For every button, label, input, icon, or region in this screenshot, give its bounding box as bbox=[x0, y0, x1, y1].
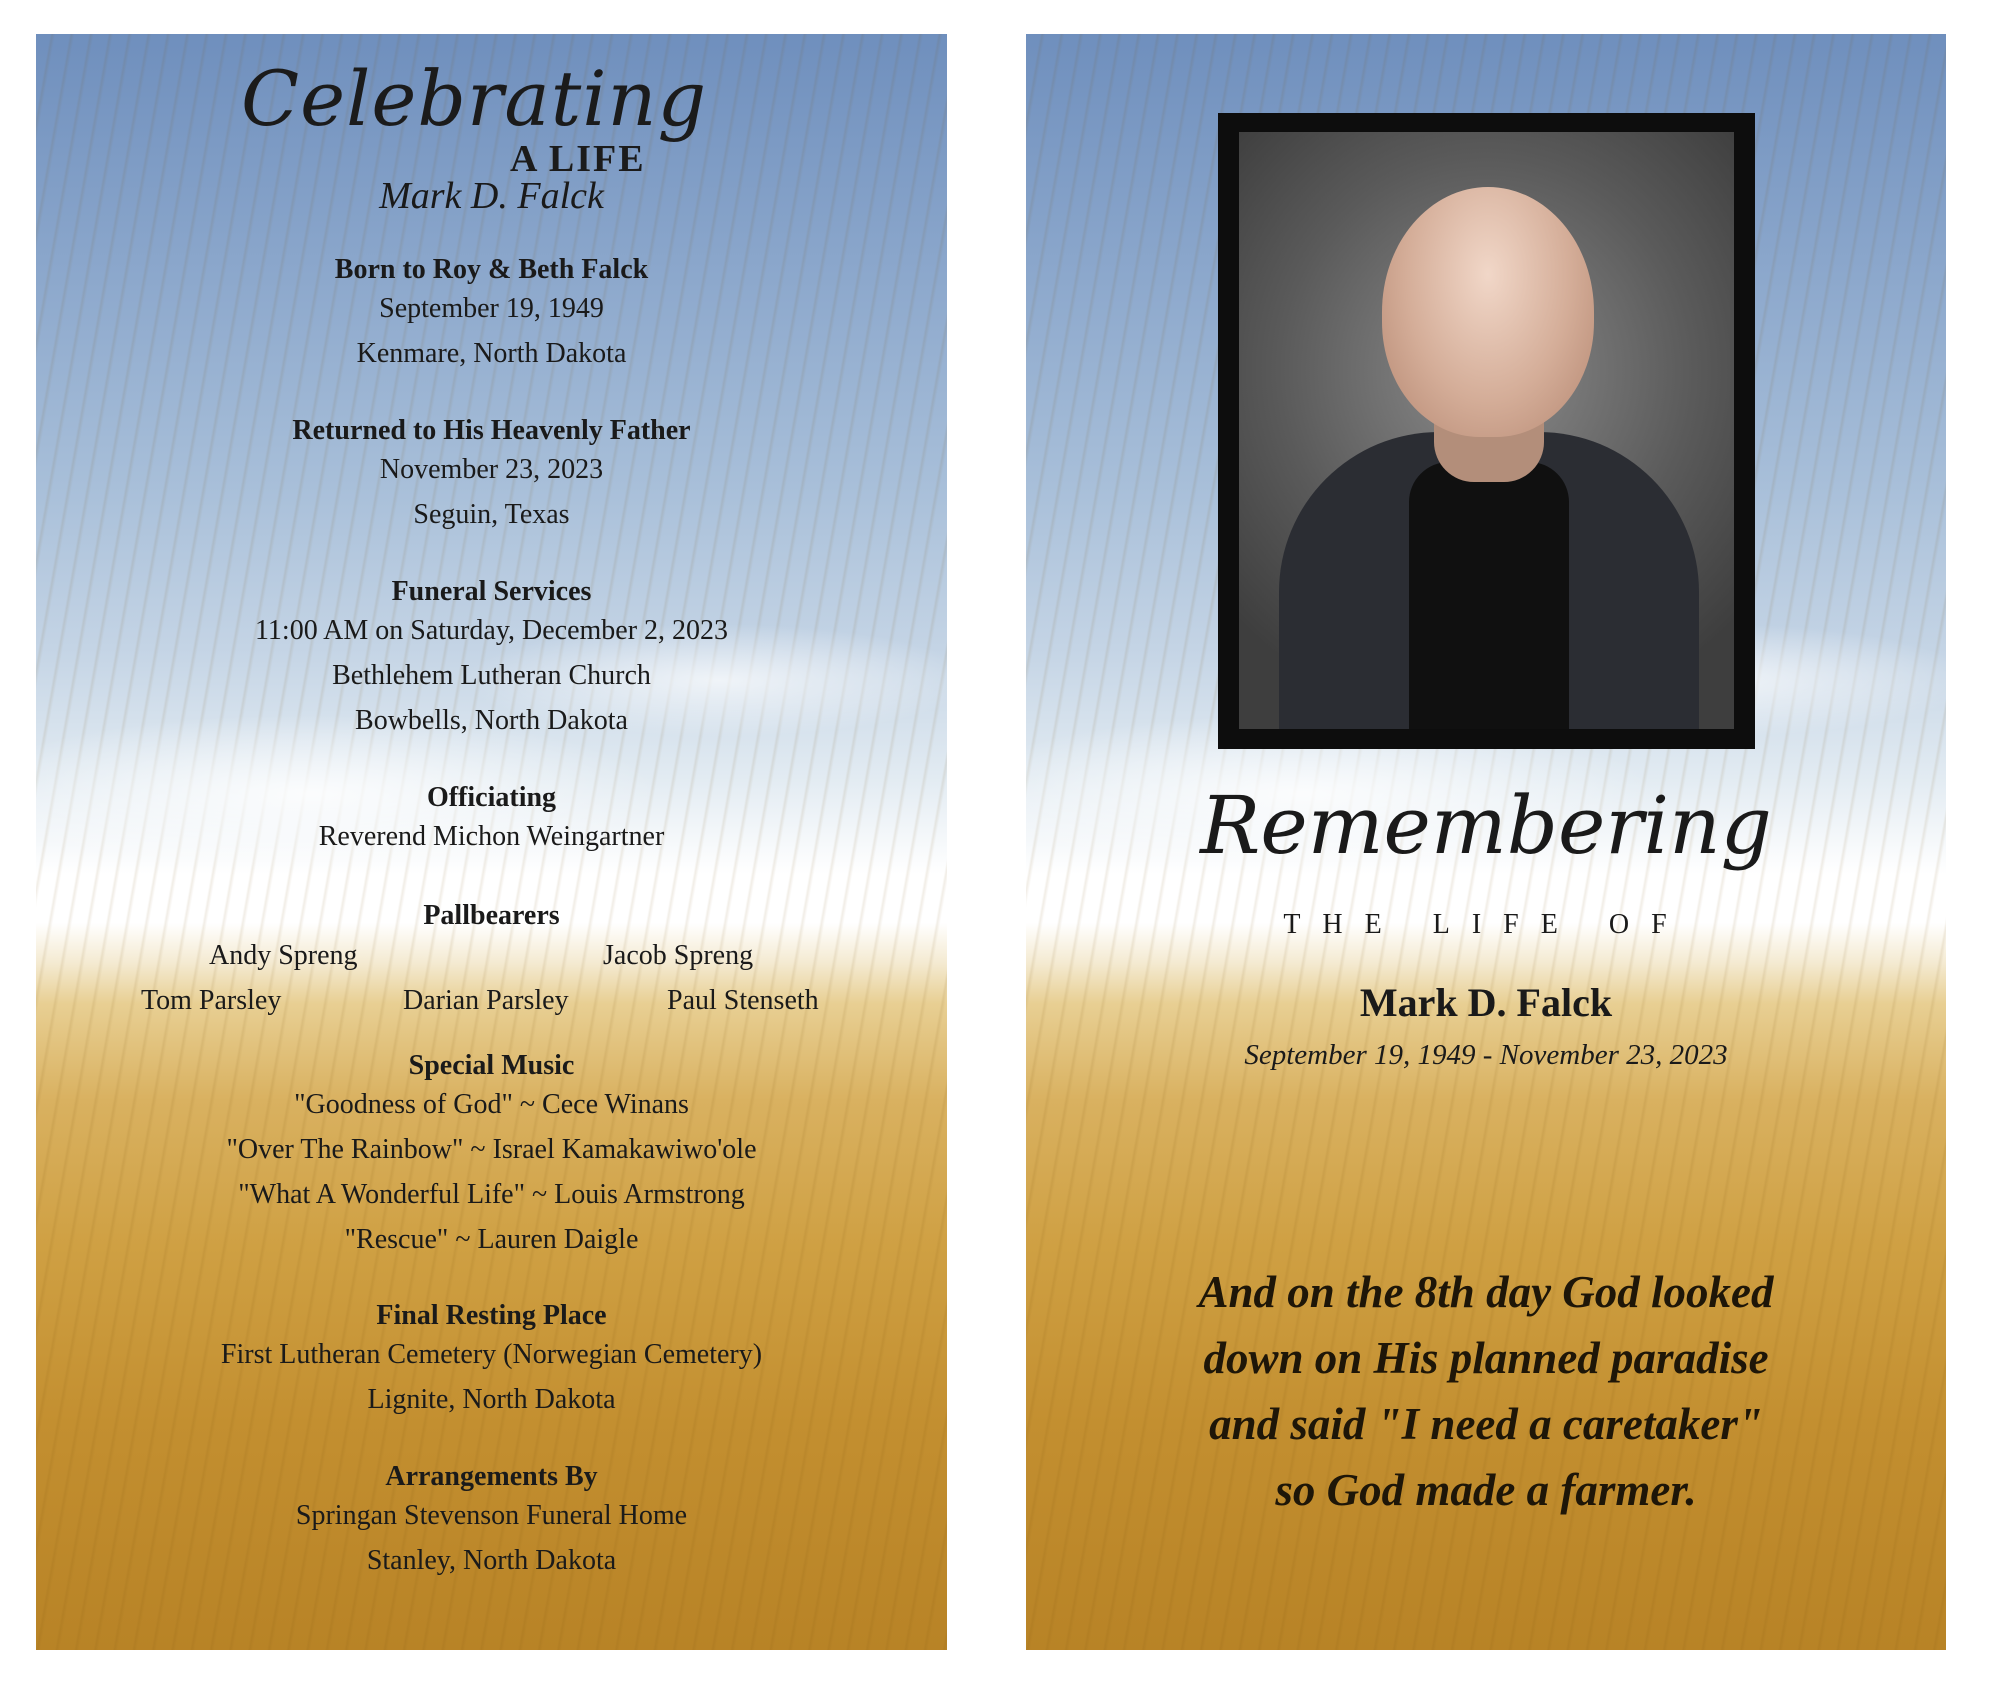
pallbearer-name: Paul Stenseth bbox=[667, 985, 819, 1016]
funeral-home-place: Stanley, North Dakota bbox=[366, 1545, 617, 1576]
funeral-section bbox=[36, 576, 947, 743]
program-cover-panel bbox=[1026, 34, 1946, 1650]
poem-line: down on His planned paradise bbox=[1203, 1333, 1769, 1383]
born-place: Kenmare, North Dakota bbox=[356, 338, 627, 369]
program-inside-panel bbox=[36, 34, 947, 1650]
celebrating-script-title: Celebrating bbox=[241, 54, 708, 143]
song-item: "Over The Rainbow" ~ Israel Kamakawiwo'ole bbox=[226, 1134, 757, 1165]
officiating-heading: Officiating bbox=[426, 782, 557, 813]
cover-life-dates: September 19, 1949 - November 23, 2023 bbox=[1244, 1039, 1728, 1071]
arrangements-section bbox=[36, 1461, 947, 1583]
funeral-home-name: Springan Stevenson Funeral Home bbox=[295, 1500, 688, 1531]
returned-section bbox=[36, 415, 947, 537]
funeral-place: Bowbells, North Dakota bbox=[355, 705, 628, 736]
special-music-heading: Special Music bbox=[408, 1050, 575, 1081]
resting-place-section bbox=[36, 1300, 947, 1422]
song-item: "Rescue" ~ Lauren Daigle bbox=[344, 1224, 639, 1255]
returned-date: November 23, 2023 bbox=[379, 454, 604, 485]
funeral-church: Bethlehem Lutheran Church bbox=[332, 660, 651, 691]
returned-heading: Returned to His Heavenly Father bbox=[292, 415, 691, 446]
cover-deceased-name: Mark D. Falck bbox=[1359, 980, 1613, 1025]
poem-line: so God made a farmer. bbox=[1275, 1465, 1697, 1515]
pallbearer-name: Jacob Spreng bbox=[603, 940, 754, 971]
pallbearer-name: Andy Spreng bbox=[209, 940, 358, 971]
funeral-time: 11:00 AM on Saturday, December 2, 2023 bbox=[254, 615, 729, 646]
poem-line: and said "I need a caretaker" bbox=[1209, 1399, 1763, 1449]
pallbearer-name: Tom Parsley bbox=[141, 985, 282, 1016]
farmer-poem bbox=[1086, 1259, 1886, 1523]
the-life-of-subtitle: THE LIFE OF bbox=[1283, 909, 1689, 940]
arrangements-heading: Arrangements By bbox=[385, 1461, 598, 1492]
portrait-photo bbox=[1239, 132, 1734, 729]
born-section bbox=[36, 254, 947, 376]
pallbearers-heading: Pallbearers bbox=[423, 900, 560, 931]
officiating-section bbox=[36, 782, 947, 859]
pallbearer-name: Darian Parsley bbox=[403, 985, 569, 1016]
song-item: "Goodness of God" ~ Cece Winans bbox=[294, 1089, 689, 1120]
a-life-subtitle: A LIFE bbox=[510, 138, 646, 180]
funeral-heading: Funeral Services bbox=[391, 576, 592, 607]
song-item: "What A Wonderful Life" ~ Louis Armstrong bbox=[238, 1179, 745, 1210]
cemetery-place: Lignite, North Dakota bbox=[367, 1384, 616, 1415]
deceased-name: Mark D. Falck bbox=[379, 175, 604, 217]
portrait-shirt bbox=[1409, 462, 1569, 729]
returned-place: Seguin, Texas bbox=[413, 499, 570, 530]
officiant-name: Reverend Michon Weingartner bbox=[318, 821, 665, 852]
portrait-head bbox=[1382, 187, 1594, 437]
portrait-frame bbox=[1218, 113, 1755, 749]
cemetery-name: First Lutheran Cemetery (Norwegian Cemetery) bbox=[220, 1339, 763, 1370]
resting-place-heading: Final Resting Place bbox=[376, 1300, 607, 1331]
poem-line: And on the 8th day God looked bbox=[1198, 1267, 1774, 1317]
born-heading: Born to Roy & Beth Falck bbox=[334, 254, 649, 285]
born-date: September 19, 1949 bbox=[379, 293, 604, 324]
remembering-script-title: Remembering bbox=[1200, 779, 1772, 872]
special-music-section bbox=[36, 1050, 947, 1262]
